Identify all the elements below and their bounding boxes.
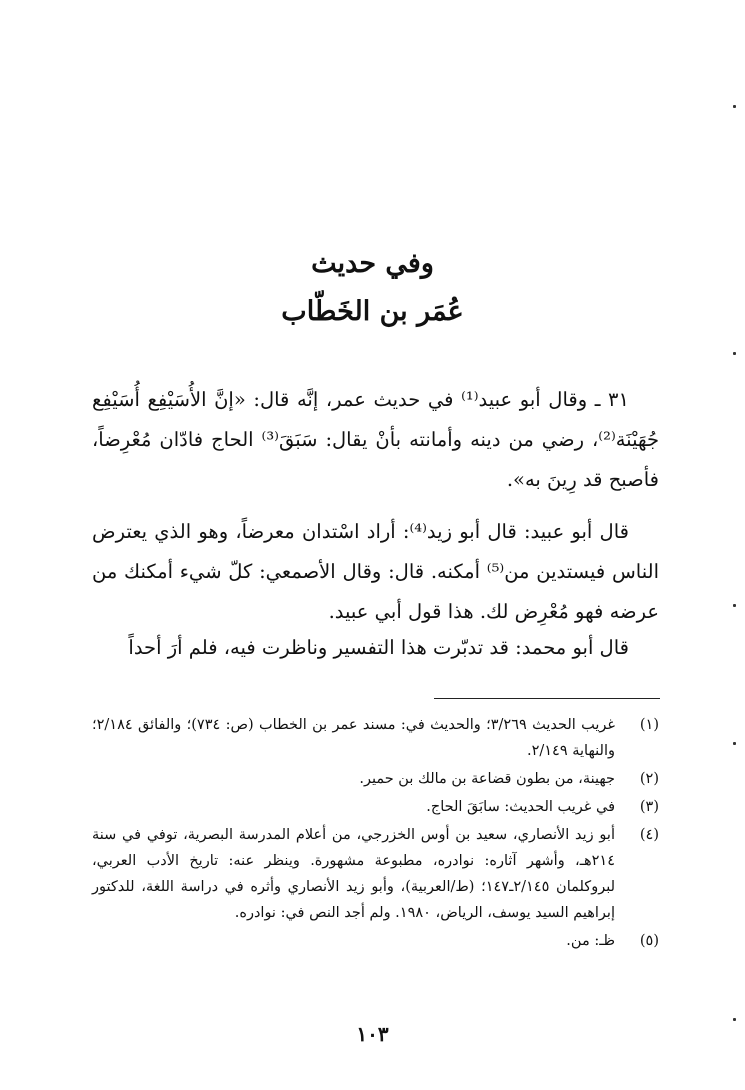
footnote-separator: [434, 698, 660, 699]
scan-speck: [733, 352, 736, 355]
footnote-number: (١): [639, 717, 659, 733]
scan-speck: [733, 742, 736, 745]
section-title: عُمَر بن الخَطّاب: [281, 296, 464, 327]
footnote-number: (٤): [639, 827, 659, 843]
footnote-number: (٣): [639, 799, 659, 815]
scan-speck: [733, 105, 736, 108]
page-number: ١٠٣: [356, 1022, 389, 1046]
paragraph-abu-ubayd-commentary: قال أبو عبيد: قال أبو زيد⁽⁴⁾: أراد اسْتدان معرضاً، وهو الذي يعترض الناس فيستدين من⁽⁵⁾ أمكنه. قال: وقال الأصمعي: كلّ شيء أمكنك من عرضه فهو مُعْرِض لك. هذا قول أبي عبيد.: [92, 520, 659, 623]
footnote-text: أبو زيد الأنصاري، سعيد بن أوس الخزرجي، من أعلام المدرسة البصرية، توفي في سنة ٢١٤هـ، وأشهر آثاره: نوادره، مطبوعة مشهورة. وينظر عنه: تاريخ الأدب العربي، لبروكلمان ٢/١٤٥ـ١٤٧؛ (ط/العربية)، وأبو زيد الأنصاري وأثره في دراسة اللغة، للدكتور إبراهيم السيد يوسف، الرياض، ١٩٨٠. ولم أجد النص في: نوادره.: [92, 827, 615, 921]
footnote-item: [92, 928, 659, 954]
scan-speck: [733, 1018, 736, 1021]
footnote-text: في غريب الحديث: سابَقَ الحاج.: [426, 799, 615, 815]
scan-speck: [733, 604, 736, 607]
footnotes-list: [92, 712, 659, 956]
footnote-item: [92, 822, 659, 926]
footnote-item: [92, 712, 659, 764]
footnote-number: (٢): [639, 771, 659, 787]
section-heading: وفي حديث: [311, 248, 434, 279]
footnote-text: ظـ: من.: [566, 933, 615, 949]
footnote-item: [92, 794, 659, 820]
footnote-text: غريب الحديث ٣/٢٦٩؛ والحديث في: مسند عمر بن الخطاب (ص: ٧٣٤)؛ والفائق ٢/١٨٤؛ والنهاية ٢/١٤٩.: [92, 717, 615, 759]
footnote-number: (٥): [639, 933, 659, 949]
footnote-item: [92, 766, 659, 792]
paragraph-hadith-31: ٣١ ـ وقال أبو عبيد⁽¹⁾ في حديث عمر، إنَّه قال: «إنَّ الأُسَيْفِع أُسَيْفِع جُهَيْنَة⁽²⁾، رضي من دينه وأمانته بأنْ يقال: سَبَقَ⁽³⁾ الحاج فادّان مُعْرِضاً، فأصبح قد رِينَ به».: [92, 388, 659, 491]
footnote-text: جهينة، من بطون قضاعة بن مالك بن حمير.: [359, 771, 615, 787]
paragraph-abu-muhammad: قال أبو محمد: قد تدبّرت هذا التفسير وناظرت فيه، فلم أرَ أحداً: [128, 636, 629, 659]
